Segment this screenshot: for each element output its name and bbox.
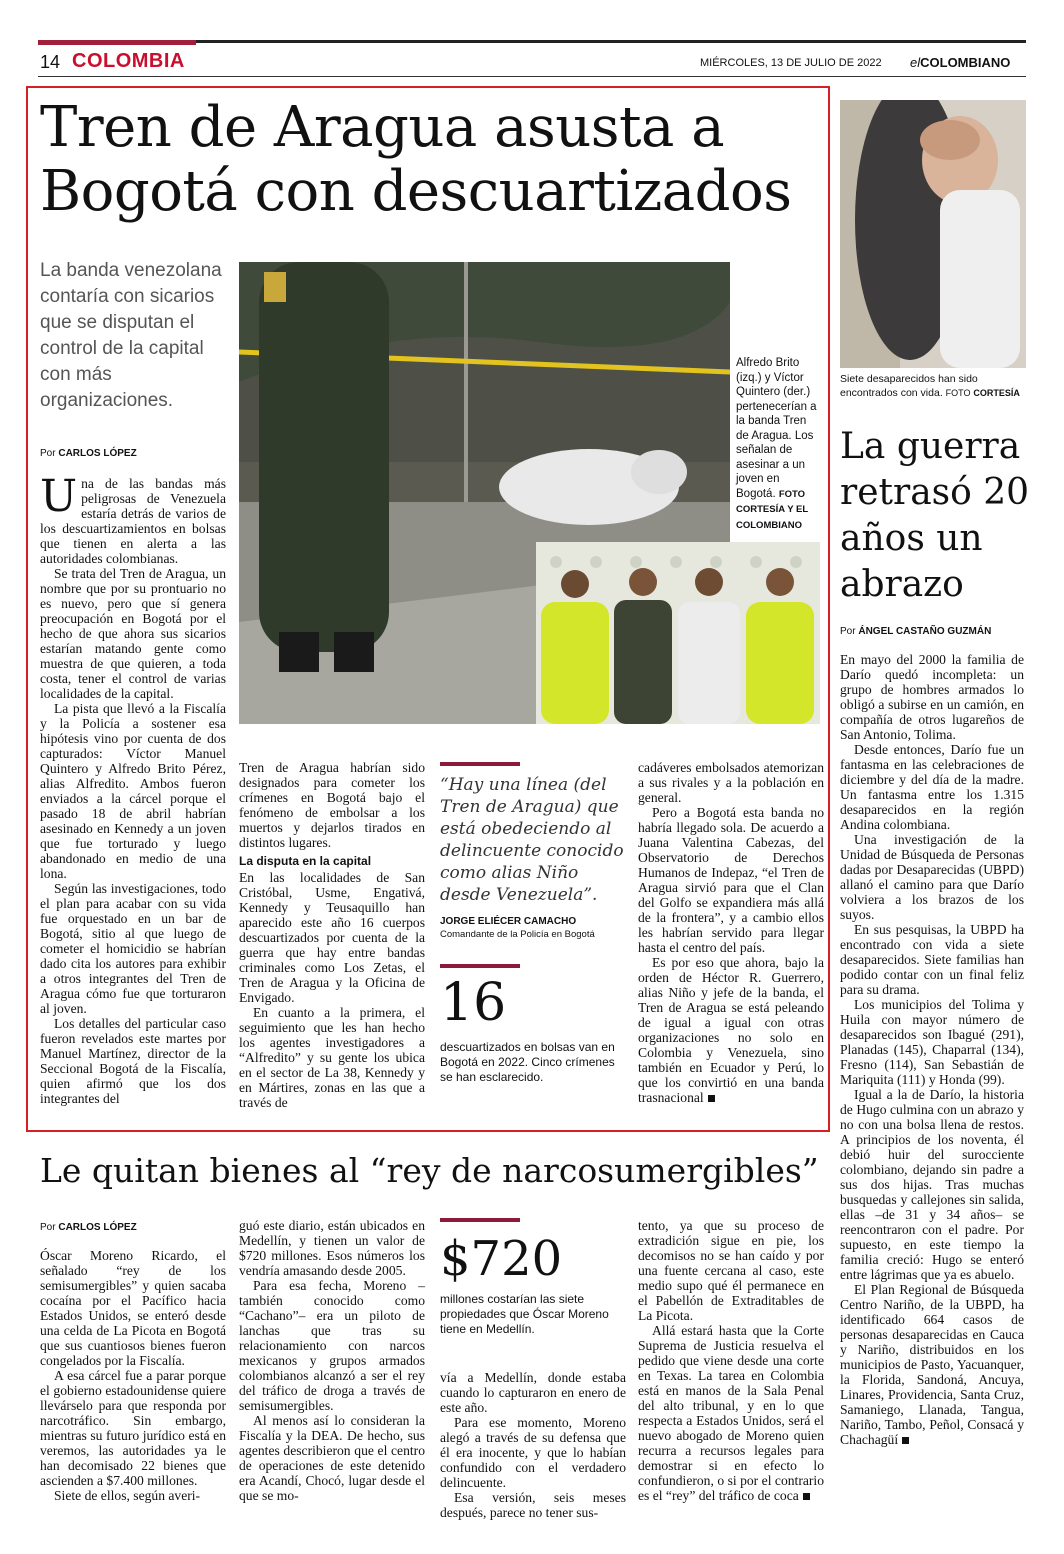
bottom-paragraph: Para ese momento, Moreno alegó a través de su defensa que él era inocente, y que lo habían confundido con el verdadero delincuente.	[440, 1415, 626, 1490]
issue-date: MIÉRCOLES, 13 DE JULIO DE 2022	[700, 57, 882, 69]
side-paragraph: Una investigación de la Unidad de Búsqueda de Personas dadas por Desaparecidas (UBPD) allanó el camino para que Darío volviera a los brazos de los suyos.	[840, 832, 1024, 922]
caption-credit: CORTESÍA	[973, 388, 1020, 398]
main-byline	[40, 448, 230, 459]
bottom-paragraph: Allá estará hasta que la Corte Suprema de Justicia resuelva el pedido que viene desde una corte en Texas. La tarea en Colombia está en manos de la Sala Penal del alto tribunal, y en lo que respecta a Estados Unidos, será el nuevo abogado de Moreno quien recurra a recursos legales para demostrar si en efecto lo confundieron, o si por el contrario es el “rey” del tráfico de coca	[638, 1323, 824, 1503]
end-mark	[708, 1095, 715, 1102]
main-deck: La banda venezolana contaría con sicarios que se disputan el control de la capital con más organizaciones.	[40, 260, 222, 411]
bottom-column-1	[40, 1248, 226, 1503]
caption-text: Siete desaparecidos han sido encontrados con vida.	[840, 373, 978, 399]
side-byline	[840, 626, 1030, 637]
byline-prefix: Por	[840, 626, 856, 637]
side-paragraph: Desde entonces, Darío fue un fantasma en las celebraciones de diciembre y del día de la madre. Un fantasma entre los 1.315 desaparecidos en la región Andina colombiana.	[840, 742, 1024, 832]
bottom-paragraph: Siete de ellos, según averi-	[54, 1488, 201, 1503]
section-accent-bar	[38, 40, 196, 45]
side-photo	[840, 100, 1026, 368]
stat-rule	[440, 964, 520, 968]
bottom-paragraph: tento, ya que su proceso de extradición sigue en pie, los decomisos no se han caído y por una fuente cercana al caso, este medio supo qué él permanece en el Pabellón de Extraditables de La Picota.	[638, 1218, 824, 1323]
section-label: COLOMBIA	[72, 50, 185, 72]
main-paragraph: Se trata del Tren de Aragua, un nombre que por su prontuario no es nuevo, pero que sí genera preocupación en Bogotá por el hecho de que ahora sus sicarios estarían matando gente como muestra de que quieren, a toda costa, tener el control de varias localidades de la capital.	[40, 566, 226, 701]
bottom-stat-number: $720	[440, 1231, 563, 1287]
main-paragraph: Es por eso que ahora, bajo la orden de Héctor R. Guerrero, alias Niño y jefe de la banda, el Tren de Aragua se está peleando de igual a igual con otras organizaciones no solo en Colombia y Venezuela, sino también en Ecuador y Perú, lo que los convirtió en una banda trasnacional	[638, 955, 824, 1105]
bottom-column-3	[440, 1370, 626, 1520]
side-paragraph: Igual a la de Darío, la historia de Hugo culmina con un abrazo y no con una bolsa llena de restos. A principios de los noventa, él debió huir del surocciente colombiano, dejando sin padre a sus dos hijas. Tras muchas busquedas y callejones sin salida, ellas –de 31 y 34 años– se reencontraron con el padre. Por supuesto, en este tiempo la familia creció: Hugo se enteró entre lágrimas que ya es abuelo.	[840, 1087, 1024, 1282]
byline-prefix: Por	[40, 448, 56, 459]
end-mark	[803, 1493, 810, 1500]
side-body	[840, 652, 1024, 1447]
caption-credit-prefix: FOTO	[945, 388, 971, 398]
main-paragraph: Pero a Bogotá esta banda no habría llegado sola. De acuerdo a Juana Valentina Cabezas, del Observatorio de Derechos Humanos de Indepaz, “el Tren de Aragua sirvió para que el Clan del Golfo se expandiera más allá de la frontera”, y a cambio ellos les habrían servido para llegar hasta el centro del país.	[638, 805, 824, 955]
stat-number: 16	[440, 973, 507, 1033]
side-paragraph: En mayo del 2000 la familia de Darío quedó incompleta: un grupo de hombres armados lo obligó a subirse en un camión, en compañía de otros lugareños de San Antonio, Tolima.	[840, 652, 1024, 742]
byline-prefix: Por	[40, 1222, 56, 1233]
quote-author: JORGE ELIÉCER CAMACHO	[440, 916, 577, 927]
main-column-1	[40, 471, 226, 1106]
quote-rule	[440, 762, 520, 766]
bottom-byline	[40, 1222, 230, 1233]
end-mark	[902, 1437, 909, 1444]
bottom-paragraph: Para esa fecha, Moreno –también conocido como “Cachano”– era un piloto de lanchas que tras su relacionamiento con narcos mexicanos y grupos armados colombianos alcanzó a ser el rey del tráfico de droga a través de semisumergibles.	[239, 1278, 425, 1413]
main-paragraph: La pista que llevó a la Fiscalía y la Policía a sostener esa hipótesis vino por cuenta de dos capturados: Víctor Manuel Quintero y Alfredo Brito Pérez, alias Alfredito. Ambos fueron enviados a la cárcel porque el pasado 18 de abril habrían asesinado en Kennedy a un joven que fue torturado y luego abandonado en medio de una lona.	[40, 701, 226, 881]
brand-logo	[910, 55, 1010, 70]
bottom-paragraph: guó este diario, están ubicados en Medellín, y tienen un valor de $720 millones. Esos números los vendría amasando desde 2005.	[239, 1218, 425, 1278]
bottom-paragraph: A esa cárcel fue a parar porque el gobierno estadounidense quiere llevárselo para que responda por narcotráfico. Sin embargo, mientras su futuro jurídico está en veremos, las autoridades ya le han decomisado 22 bienes que ascienden a $7.400 millones.	[40, 1368, 226, 1488]
brand-prefix: el	[910, 55, 921, 70]
main-column-4	[638, 760, 824, 1105]
main-paragraph: Tren de Aragua habrían sido designados para cometer los crímenes en Bogotá bajo el fenómeno de embolsar a los muertos y dejarlos tirados en distintos lugares.	[239, 760, 425, 850]
caption-credit: FOTO CORTESÍA Y EL COLOMBIANO	[736, 488, 808, 531]
main-paragraph: En las localidades de San Cristóbal, Usme, Engativá, Kennedy y Teusaquillo han aparecido este año 16 cuerpos descuartizados por cuenta de la guerra que hay entre bandas criminales como Los Zetas, el Tren de Aragua y la Oficina de Envigado.	[239, 870, 425, 1005]
quote-role: Comandante de la Policía en Bogotá	[440, 929, 595, 940]
main-paragraph: Los detalles del particular caso fueron revelados este martes por Manuel Martínez, director de la Seccional Bogotá de la Fiscalía, quien afirmó que los dos integrantes del	[40, 1016, 226, 1106]
main-subhead: La disputa en la capital	[239, 854, 372, 868]
main-column-2	[239, 760, 425, 1110]
caption-text: Alfredo Brito (izq.) y Víctor Quintero (der.) pertenecerían a la banda Tren de Aragua. Los señalan de asesinar a un joven en Bogotá.	[736, 357, 817, 500]
side-paragraph: En sus pesquisas, la UBPD ha encontrado con vida a siete desaparecidos. Siete familias han podido contar con un final feliz para su drama.	[840, 922, 1024, 997]
dropcap: U	[40, 471, 78, 522]
side-headline: La guerra retrasó 20 años un abrazo	[840, 426, 1030, 605]
main-headline: Tren de Aragua asusta a Bogotá con descuartizados	[40, 95, 792, 224]
side-paragraph: El Plan Regional de Búsqueda Centro Nariño, de la UBPD, ha identificado 664 casos de personas desaparecidas en Cauca y Nariño, distribuidos en los municipios de Pasto, Yacuanquer, la Florida, Sandoná, Ancuya, Linares, Providencia, Santa Cruz, Samaniego, Llanada, Tangua, Nariño, Tambo, Peñol, Consacá y Chachagüí	[840, 1282, 1024, 1447]
bottom-paragraph: Esa versión, seis meses después, parece no tener sus-	[440, 1490, 626, 1520]
bottom-column-2	[239, 1218, 425, 1503]
brand-name: COLOMBIANO	[920, 55, 1011, 70]
pull-quote: “Hay una línea (del Tren de Aragua) que está obedeciendo al delincuente conocido como alias Niño desde Venezuela”.	[440, 775, 624, 905]
suspects-photo-illustration	[536, 542, 820, 724]
main-lead-paragraph: na de las bandas más peligrosas de Venezuela estaría detrás de varios de los descuartizamientos en bolsas que tienen en alerta a las autoridades colombianas.	[40, 476, 226, 566]
bottom-stat-rule	[440, 1218, 520, 1222]
byline-name: CARLOS LÓPEZ	[58, 1222, 137, 1233]
header-rule	[38, 76, 1026, 77]
byline-name: CARLOS LÓPEZ	[58, 448, 137, 459]
main-paragraph: Según las investigaciones, todo el plan para acabar con su vida fue orquestado en un bar de Bogotá, sitio al que luego de cometer el homicidio se habrían dado cita los autores para exhibir a otros integrantes del Tren de Aragua cómo fue que torturaron al joven.	[40, 881, 226, 1016]
embrace-photo-illustration	[840, 100, 1026, 368]
bottom-paragraph: vía a Medellín, donde estaba cuando lo capturaron en enero de este año.	[440, 1370, 626, 1415]
main-paragraph: cadáveres embolsados atemorizan a sus rivales y a la población en general.	[638, 760, 824, 805]
suspects-photo	[536, 542, 820, 724]
bottom-stat-text: millones costarían las siete propiedades que Óscar Moreno tiene en Medellín.	[440, 1292, 609, 1336]
stat-text: descuartizados en bolsas van en Bogotá en 2022. Cinco crímenes se han esclarecido.	[440, 1040, 615, 1084]
bottom-paragraph: Al menos así lo consideran la Fiscalía y la DEA. De hecho, sus agentes describieron que el centro de operaciones de este detenido era Acandí, Chocó, lugar desde el que se mo-	[239, 1413, 425, 1503]
bottom-headline: Le quitan bienes al “rey de narcosumergibles”	[40, 1151, 819, 1190]
side-photo-caption	[840, 372, 1030, 400]
main-photo-caption	[736, 356, 820, 533]
main-paragraph: En cuanto a la primera, el seguimiento que les han hecho los agentes investigadores a “Alfredito” y su gente los ubica en el sector de La 38, Kennedy y en Mártires, zonas en las que a través de	[239, 1005, 425, 1110]
side-paragraph: Los municipios del Tolima y Huila con mayor número de desaparecidos son Ibagué (291), Planadas (145), Chaparral (134), Fresno (114), San Sebastián de Mariquita (111) y Honda (99).	[840, 997, 1024, 1087]
byline-name: ÁNGEL CASTAÑO GUZMÁN	[858, 626, 992, 637]
bottom-paragraph: Óscar Moreno Ricardo, el señalado “rey de los semisumergibles” y quien sacaba cocaína por el Pacífico hacia Estados Unidos, se enteró desde una celda de La Picota en Bogotá que sus cuantiosos bienes fueron congelados por la Fiscalía.	[40, 1248, 226, 1368]
page-number: 14	[40, 52, 61, 72]
bottom-column-4	[638, 1218, 824, 1503]
